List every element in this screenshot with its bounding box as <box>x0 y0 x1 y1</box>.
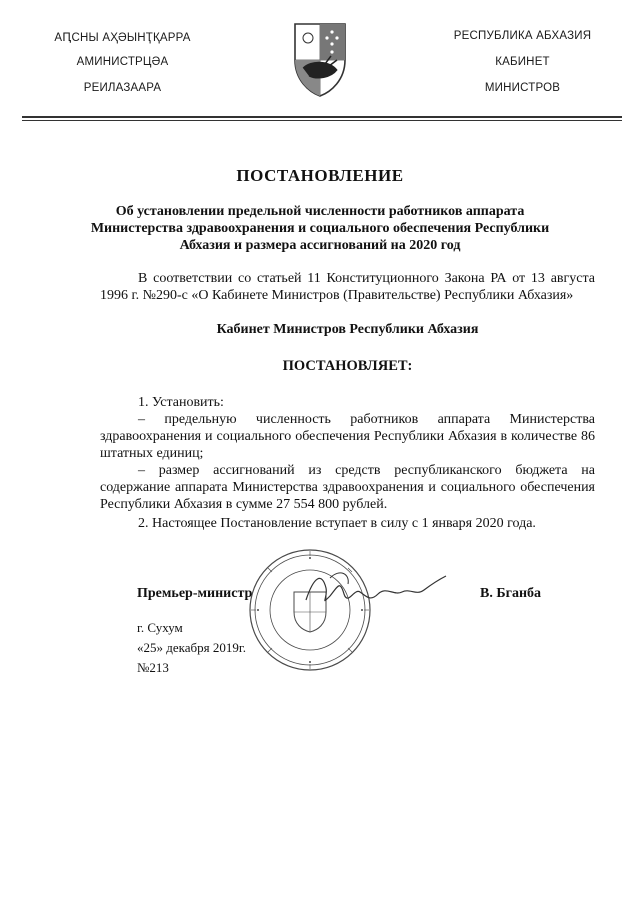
handwritten-signature <box>300 566 450 612</box>
item-1: 1. Установить: <box>138 395 224 410</box>
signatory-position: Премьер-министр <box>137 586 253 601</box>
item-2: 2. Настоящее Постановление вступает в силу с 1 января 2020 года. <box>138 516 536 531</box>
item-1a: – предельную численность работников аппарата Министерства здравоохранения и социального обеспечения Республики Абхазия в количестве 86 штатных единиц; <box>100 412 595 461</box>
document-number: №213 <box>137 660 169 675</box>
header-left-line-1: АԤСНЫ АҲӘЫНҬҚАРРА <box>54 32 191 44</box>
header-right-line-3: МИНИСТРОВ <box>484 82 561 94</box>
header-right-line-2: КАБИНЕТ <box>495 56 550 68</box>
signatory-name: В. Бганба <box>480 586 542 601</box>
item-1b: – размер ассигнований из средств республиканского бюджета на содержание аппарата Министерства здравоохранения и социального обеспечения Республики Абхазия в сумме 27 554 800 рублей. <box>100 463 595 512</box>
issue-city: г. Сухум <box>137 620 183 635</box>
issuer-line: Кабинет Министров Республики Абхазия <box>216 322 479 337</box>
document-title: ПОСТАНОВЛЕНИЕ <box>236 166 404 185</box>
header-left-line-3: РЕИЛАЗААРА <box>83 82 162 94</box>
header-right-line-1: РЕСПУБЛИКА АБХАЗИЯ <box>453 30 592 42</box>
state-emblem-icon <box>289 20 351 98</box>
issue-date: «25» декабря 2019г. <box>137 640 246 655</box>
preamble-paragraph: В соответствии со статьей 11 Конституционного Закона РА от 13 августа 1996 г. №290-с «О Кабинете Министров (Правительстве) Республики Абхазия» <box>100 271 595 303</box>
header-divider-thin <box>22 120 622 121</box>
decree-heading: ПОСТАНОВЛЯЕТ: <box>282 358 413 374</box>
header-divider-thick <box>22 116 622 118</box>
header-left-line-2: АМИНИСТРЦӘА <box>76 56 169 68</box>
document-subtitle: Об установлении предельной численности работников аппарата Министерства здравоохранения и социального обеспечения Республики Абхазия и размера ассигнований на 2020 год <box>90 204 550 253</box>
